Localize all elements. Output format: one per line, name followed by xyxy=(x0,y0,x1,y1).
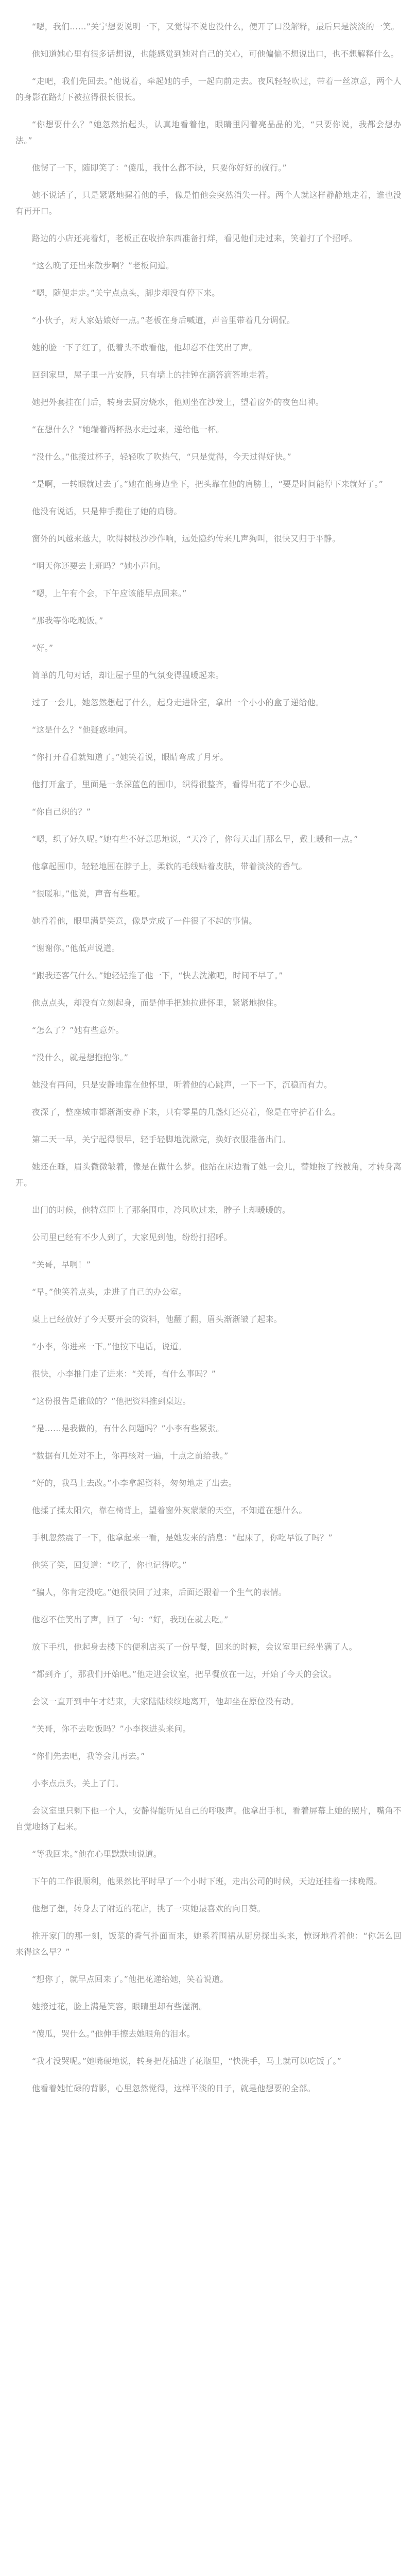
paragraph: “好的，我马上去改。”小李拿起资料，匆匆地走了出去。 xyxy=(32,1478,237,1488)
paragraph: “这么晚了还出来散步啊？”老板问道。 xyxy=(32,261,175,270)
paragraph: “谢谢你。”他低声说道。 xyxy=(32,943,120,953)
paragraph: “我才没哭呢。”她嘴硬地说，转身把花插进了花瓶里，“快洗手，马上就可以吃饭了。” xyxy=(32,2056,342,2066)
paragraph: 她没有再问，只是安静地靠在他怀里，听着他的心跳声，一下一下，沉稳而有力。 xyxy=(32,1080,333,1090)
paragraph: 他忍不住笑出了声，回了一句：“好，我现在就去吃。” xyxy=(32,1615,229,1624)
paragraph: 很快，小李推门走了进来：“关哥，有什么事吗？” xyxy=(32,1369,216,1379)
paragraph: 夜深了，整座城市都渐渐安静下来，只有零星的几盏灯还亮着，像是在守护着什么。 xyxy=(32,1107,341,1117)
paragraph: 他没有说话，只是伸手揽住了她的肩膀。 xyxy=(32,506,182,516)
paragraph: 回到家里，屋子里一片安静，只有墙上的挂钟在滴答滴答地走着。 xyxy=(32,370,274,380)
paragraph: “都到齐了，那我们开始吧。”他走进会议室，把早餐放在一边，开始了今天的会议。 xyxy=(32,1669,337,1679)
paragraph: 他点点头，却没有立刻起身，而是伸手把她拉进怀里，紧紧地抱住。 xyxy=(32,998,283,1008)
paragraph: “小伙子，对人家姑娘好一点。”老板在身后喊道，声音里带着几分调侃。 xyxy=(32,315,296,325)
paragraph: 她不说话了，只是紧紧地握着他的手，像是怕他会突然消失一样。两个人就这样静静地走着，谁也没有再开口。 xyxy=(15,190,402,216)
paragraph: 她看着他，眼里满是笑意，像是完成了一件很了不起的事情。 xyxy=(32,916,257,926)
paragraph: 他笑了笑，回复道：“吃了，你也记得吃。” xyxy=(32,1560,187,1570)
paragraph: “是……是我做的，有什么问题吗？”小李有些紧张。 xyxy=(32,1423,224,1433)
paragraph: 手机忽然震了一下，他拿起来一看，是她发来的消息：“起床了，你吃早饭了吗？” xyxy=(32,1533,333,1543)
paragraph: 她还在睡，眉头微微皱着，像是在做什么梦。他站在床边看了她一会儿，替她掖了掖被角，才转身离开。 xyxy=(15,1162,402,1188)
paragraph: 会议室里只剩下他一个人，安静得能听见自己的呼吸声。他拿出手机，看着屏幕上她的照片，嘴角不自觉地扬了起来。 xyxy=(15,1806,402,1832)
paragraph: “跟我还客气什么。”她轻轻推了他一下，“快去洗漱吧，时间不早了。” xyxy=(32,971,283,980)
paragraph: “关哥，早啊！” xyxy=(32,1260,91,1269)
paragraph: 简单的几句对话，却让屋子里的气氛变得温暖起来。 xyxy=(32,670,224,680)
paragraph: “你打开看看就知道了。”她笑着说，眼睛弯成了月牙。 xyxy=(32,752,229,762)
paragraph: “小李，你进来一下。”他按下电话，说道。 xyxy=(32,1342,187,1351)
paragraph: “关哥，你不去吃饭吗？”小李探进头来问。 xyxy=(32,1724,191,1734)
paragraph: “想你了，就早点回来了。”他把花递给她，笑着说道。 xyxy=(32,1974,229,1984)
paragraph: “明天你还要去上班吗？”她小声问。 xyxy=(32,561,166,571)
paragraph: “你们先去吧，我等会儿再去。” xyxy=(32,1751,145,1761)
paragraph: 他打开盒子，里面是一条深蓝色的围巾，织得很整齐，看得出花了不少心思。 xyxy=(32,779,316,789)
paragraph: 他想了想，转身去了附近的花店，挑了一束她最喜欢的向日葵。 xyxy=(32,1904,266,1913)
paragraph: 他愣了一下，随即笑了：“傻瓜，我什么都不缺，只要你好好的就行。” xyxy=(32,163,287,173)
paragraph: “早。”他笑着点头，走进了自己的办公室。 xyxy=(32,1287,187,1297)
paragraph: 窗外的风越来越大，吹得树枝沙沙作响，远处隐约传来几声狗叫，很快又归于平静。 xyxy=(32,534,341,544)
paragraph: “很暖和。”他说，声音有些哑。 xyxy=(32,889,145,899)
paragraph: 下午的工作很顺利，他果然比平时早了一个小时下班，走出公司的时候，天边还挂着一抹晚霞。 xyxy=(32,1876,383,1886)
paragraph: 他看着她忙碌的背影，心里忽然觉得，这样平淡的日子，就是他想要的全部。 xyxy=(32,2083,316,2093)
paragraph: 会议一直开到中午才结束，大家陆陆续续地离开，他却坐在原位没有动。 xyxy=(32,1697,299,1706)
paragraph: “那我等你吃晚饭。” xyxy=(32,616,103,625)
paragraph: “在想什么？”她端着两杯热水走过来，递给他一杯。 xyxy=(32,425,224,434)
paragraph: “走吧，我们先回去。”他说着，牵起她的手，一起向前走去。夜风轻轻吹过，带着一丝凉意，两个人的身影在路灯下被拉得很长很长。 xyxy=(15,76,402,102)
paragraph: “好。” xyxy=(32,643,54,653)
paragraph: 小李点点头，关上了门。 xyxy=(32,1778,124,1788)
paragraph: “嗯，上午有个会，下午应该能早点回来。” xyxy=(32,588,187,598)
paragraph: “你想要什么？”她忽然抬起头，认真地看着他，眼睛里闪着亮晶晶的光，“只要你说，我都会想办法。” xyxy=(15,120,402,145)
paragraph: 第二天一早，关宁起得很早，轻手轻脚地洗漱完，换好衣服准备出门。 xyxy=(32,1134,291,1144)
paragraph: 推开家门的那一刻，饭菜的香气扑面而来，她系着围裙从厨房探出头来，惊讶地看着他：“你怎么回来得这么早？” xyxy=(15,1931,402,1957)
paragraph: “嗯，随便走走。”关宁点点头，脚步却没有停下来。 xyxy=(32,288,220,298)
paragraph: “没什么，就是想抱抱你。” xyxy=(32,1053,129,1062)
paragraph: 过了一会儿，她忽然想起了什么，起身走进卧室，拿出一个小小的盒子递给他。 xyxy=(32,698,324,707)
paragraph: “等我回来。”他在心里默默地说道。 xyxy=(32,1849,162,1859)
paragraph: “是啊，一转眼就过去了。”她在他身边坐下，把头靠在他的肩膀上，“要是时间能停下来就好了。” xyxy=(32,479,384,489)
paragraph: “骗人，你肯定没吃。”她很快回了过来，后面还跟着一个生气的表情。 xyxy=(32,1587,287,1597)
paragraph: “嗯，织了好久呢。”她有些不好意思地说，“天冷了，你每天出门那么早，戴上暖和一点。” xyxy=(32,834,358,844)
paragraph: “这份报告是谁做的？”他把资料推到桌边。 xyxy=(32,1396,191,1406)
paragraph: 他揉了揉太阳穴，靠在椅背上，望着窗外灰蒙蒙的天空，不知道在想什么。 xyxy=(32,1505,307,1515)
paragraph: “嗯，我们……”关宁想要说明一下，又觉得不说也没什么，便开了口没解释，最后只是淡淡的一笑。 xyxy=(32,22,399,31)
paragraph: 放下手机，他起身去楼下的便利店买了一份早餐，回来的时候，会议室里已经坐满了人。 xyxy=(32,1642,357,1652)
paragraph: 路边的小店还亮着灯，老板正在收拾东西准备打烊，看见他们走过来，笑着打了个招呼。 xyxy=(32,233,357,243)
paragraph: “这是什么？”他疑惑地问。 xyxy=(32,725,133,735)
paragraph: “你自己织的？” xyxy=(32,807,91,817)
paragraph: “数据有几处对不上，你再核对一遍，十点之前给我。” xyxy=(32,1451,229,1461)
paragraph: 他知道她心里有很多话想说，也能感觉到她对自己的关心，可他偏偏不想说出口，也不想解释什么。 xyxy=(32,49,399,59)
paragraph: “傻瓜，哭什么。”他伸手擦去她眼角的泪水。 xyxy=(32,2029,195,2039)
paragraph: “没什么。”他接过杯子，轻轻吹了吹热气，“只是觉得，今天过得好快。” xyxy=(32,452,291,462)
paragraph: “怎么了？”她有些意外。 xyxy=(32,1025,124,1035)
paragraph: 她接过花，脸上满是笑容，眼睛里却有些湿润。 xyxy=(32,2002,207,2011)
paragraph: 他拿起围巾，轻轻地围在脖子上，柔软的毛线贴着皮肤，带着淡淡的香气。 xyxy=(32,861,307,871)
paragraph: 桌上已经放好了今天要开会的资料，他翻了翻，眉头渐渐皱了起来。 xyxy=(32,1314,283,1324)
paragraph: 她的脸一下子红了，低着头不敢看他，他却忍不住笑出了声。 xyxy=(32,343,257,352)
paragraph: 她把外套挂在门后，转身去厨房烧水，他则坐在沙发上，望着窗外的夜色出神。 xyxy=(32,397,324,407)
paragraph: 公司里已经有不少人到了，大家见到他，纷纷打招呼。 xyxy=(32,1232,232,1242)
paragraph: 出门的时候，他特意围上了那条围巾，冷风吹过来，脖子上却暖暖的。 xyxy=(32,1205,291,1215)
